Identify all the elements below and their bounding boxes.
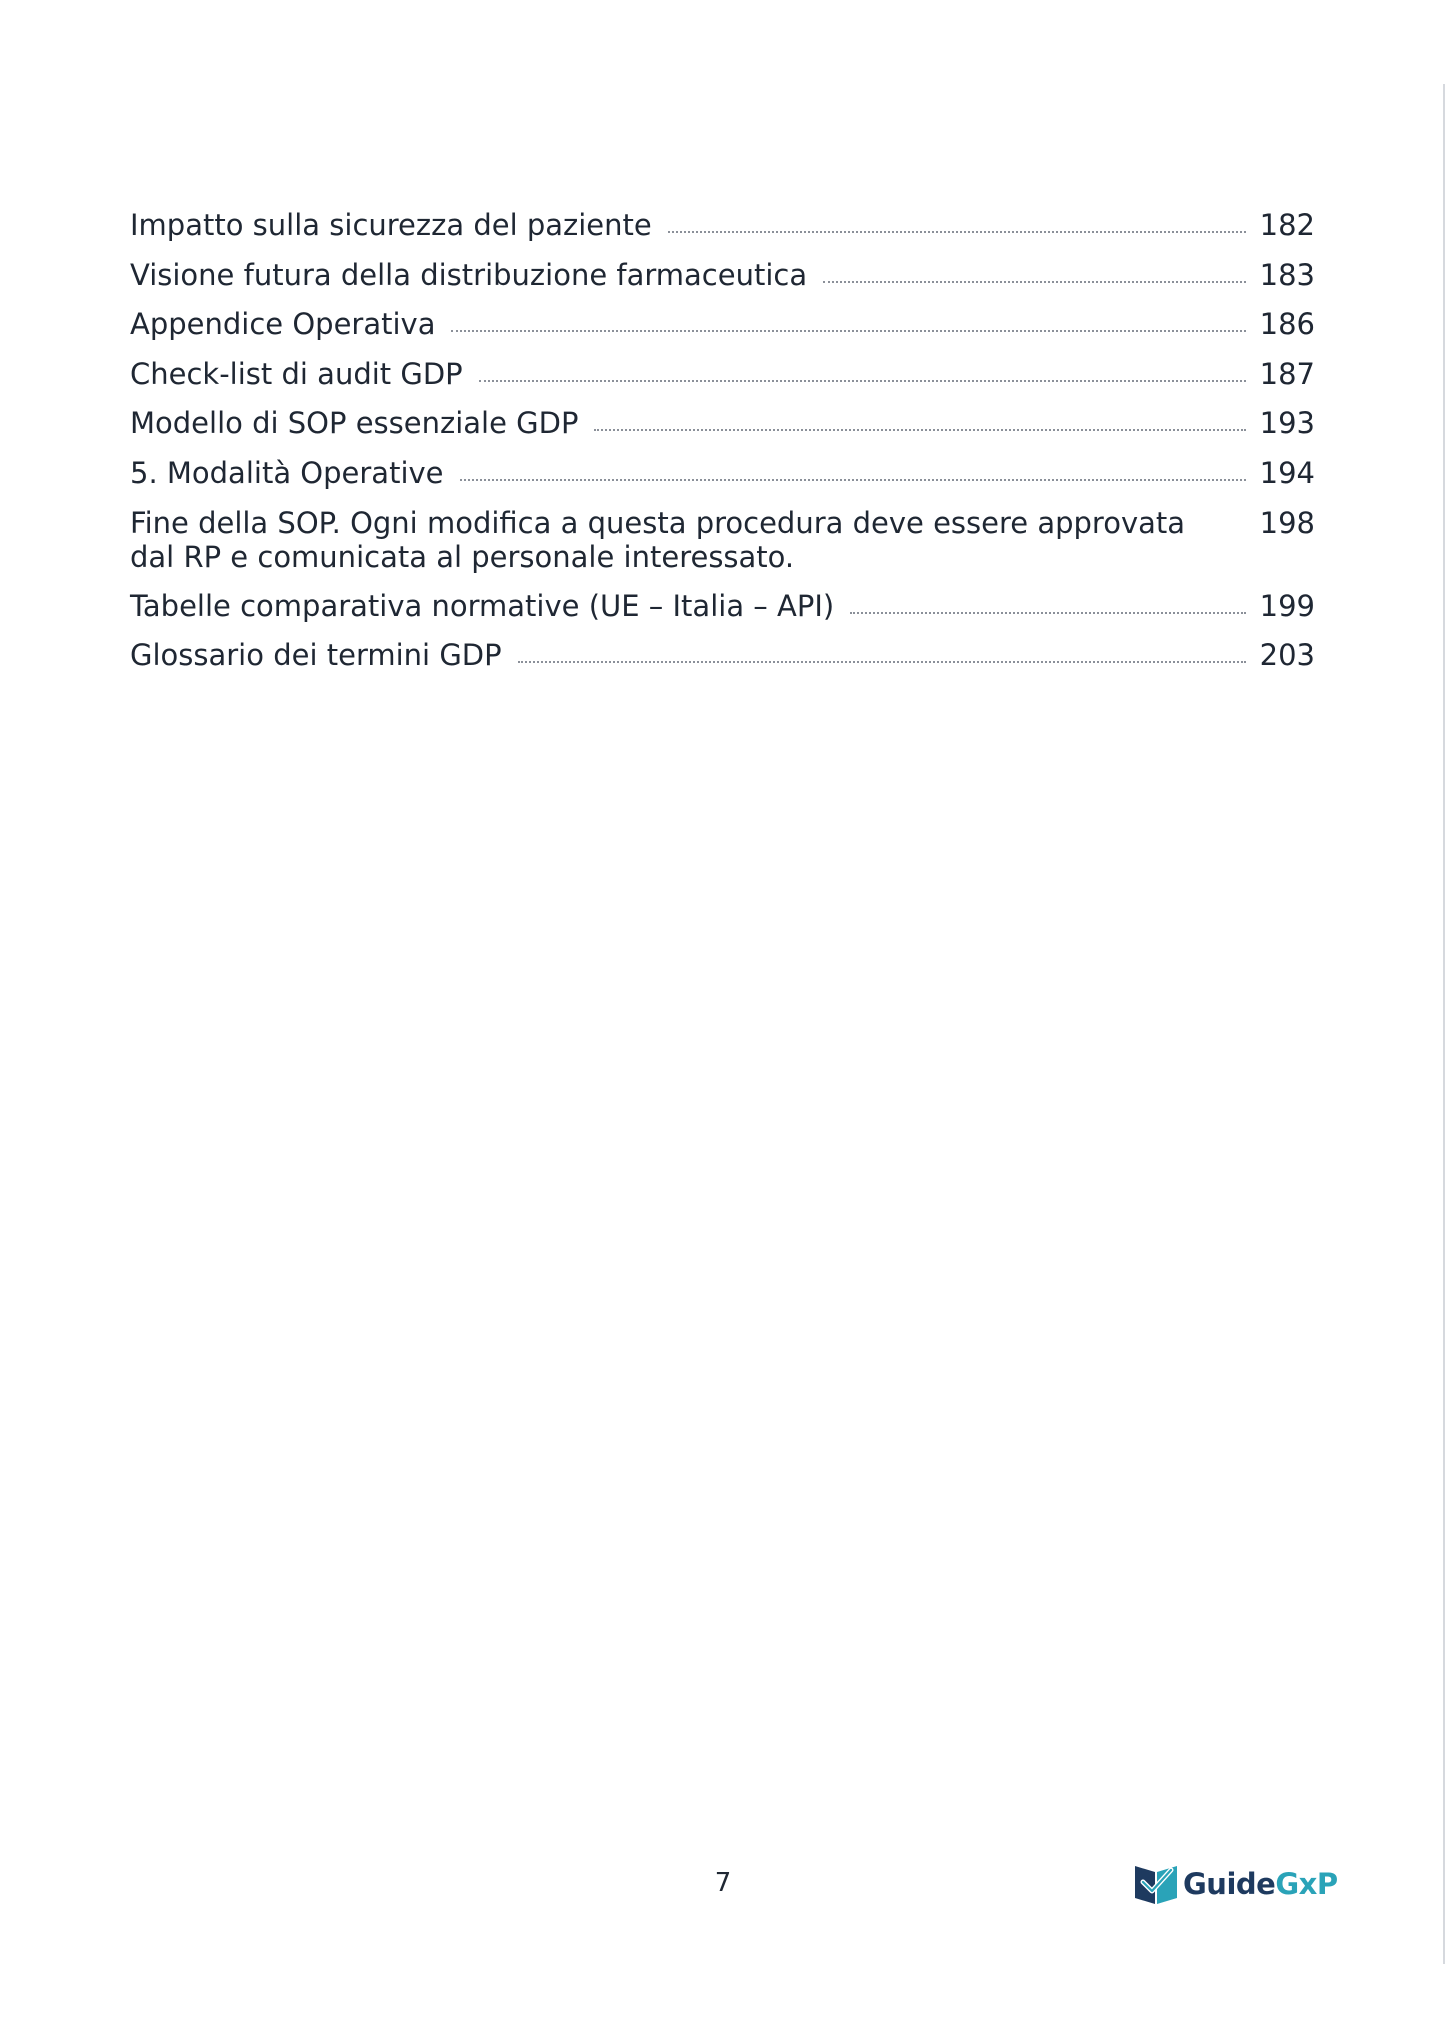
toc-leader-dots — [850, 612, 1245, 614]
toc-entry-title: Fine della SOP. Ogni modifica a questa procedura deve essere approvata dal RP e comunicata al personale interessato. — [130, 505, 1186, 574]
toc-entry[interactable] — [130, 638, 1315, 672]
toc-leader-dots — [451, 330, 1245, 332]
toc-leader-dots — [668, 231, 1246, 233]
brand-name — [1183, 1862, 1338, 1906]
toc-entry-page: 198 — [1259, 505, 1315, 540]
toc-leader-dots — [518, 661, 1246, 663]
toc-entry-page: 194 — [1259, 455, 1315, 490]
toc-entry-title: Glossario dei termini GDP — [130, 638, 502, 673]
toc-leader-dots — [823, 281, 1246, 283]
toc-leader-dots — [479, 380, 1246, 382]
toc-entry-page: 183 — [1259, 257, 1315, 292]
toc-entry[interactable] — [130, 357, 1315, 391]
toc-entry-page: 186 — [1259, 307, 1315, 342]
brand-logo — [1133, 1862, 1338, 1906]
toc-leader-dots — [460, 479, 1246, 481]
toc-entry[interactable] — [130, 307, 1315, 341]
brand-name-part2: GxP — [1275, 1867, 1338, 1901]
toc-entry-title: Visione futura della distribuzione farmaceutica — [130, 257, 808, 292]
toc-entry-title: Appendice Operativa — [130, 307, 436, 342]
toc-entry-title: Tabelle comparativa normative (UE – Italia – API) — [130, 588, 835, 623]
toc-entry-page: 199 — [1259, 588, 1315, 623]
toc-entry[interactable] — [130, 456, 1315, 490]
toc-entry-title: Check-list di audit GDP — [130, 356, 463, 391]
toc-entry-title: Modello di SOP essenziale GDP — [130, 406, 579, 441]
toc-entry-page: 182 — [1259, 208, 1315, 242]
page-number: 7 — [714, 1868, 732, 1898]
toc-entry[interactable] — [130, 406, 1315, 440]
toc-entry[interactable] — [130, 258, 1315, 292]
table-of-contents — [130, 208, 1315, 688]
toc-leader-dots — [594, 429, 1245, 431]
brand-name-part1: Guide — [1183, 1867, 1276, 1901]
toc-entry-page: 193 — [1259, 406, 1315, 441]
toc-entry[interactable] — [130, 589, 1315, 623]
toc-entry-page: 203 — [1259, 638, 1315, 673]
toc-entry-title: 5. Modalità Operative — [130, 455, 444, 490]
book-check-icon — [1133, 1862, 1179, 1906]
toc-entry-title: Impatto sulla sicurezza del paziente — [130, 208, 652, 242]
toc-entry-page: 187 — [1259, 356, 1315, 391]
toc-entry[interactable] — [130, 506, 1315, 574]
toc-entry[interactable] — [130, 208, 1315, 242]
